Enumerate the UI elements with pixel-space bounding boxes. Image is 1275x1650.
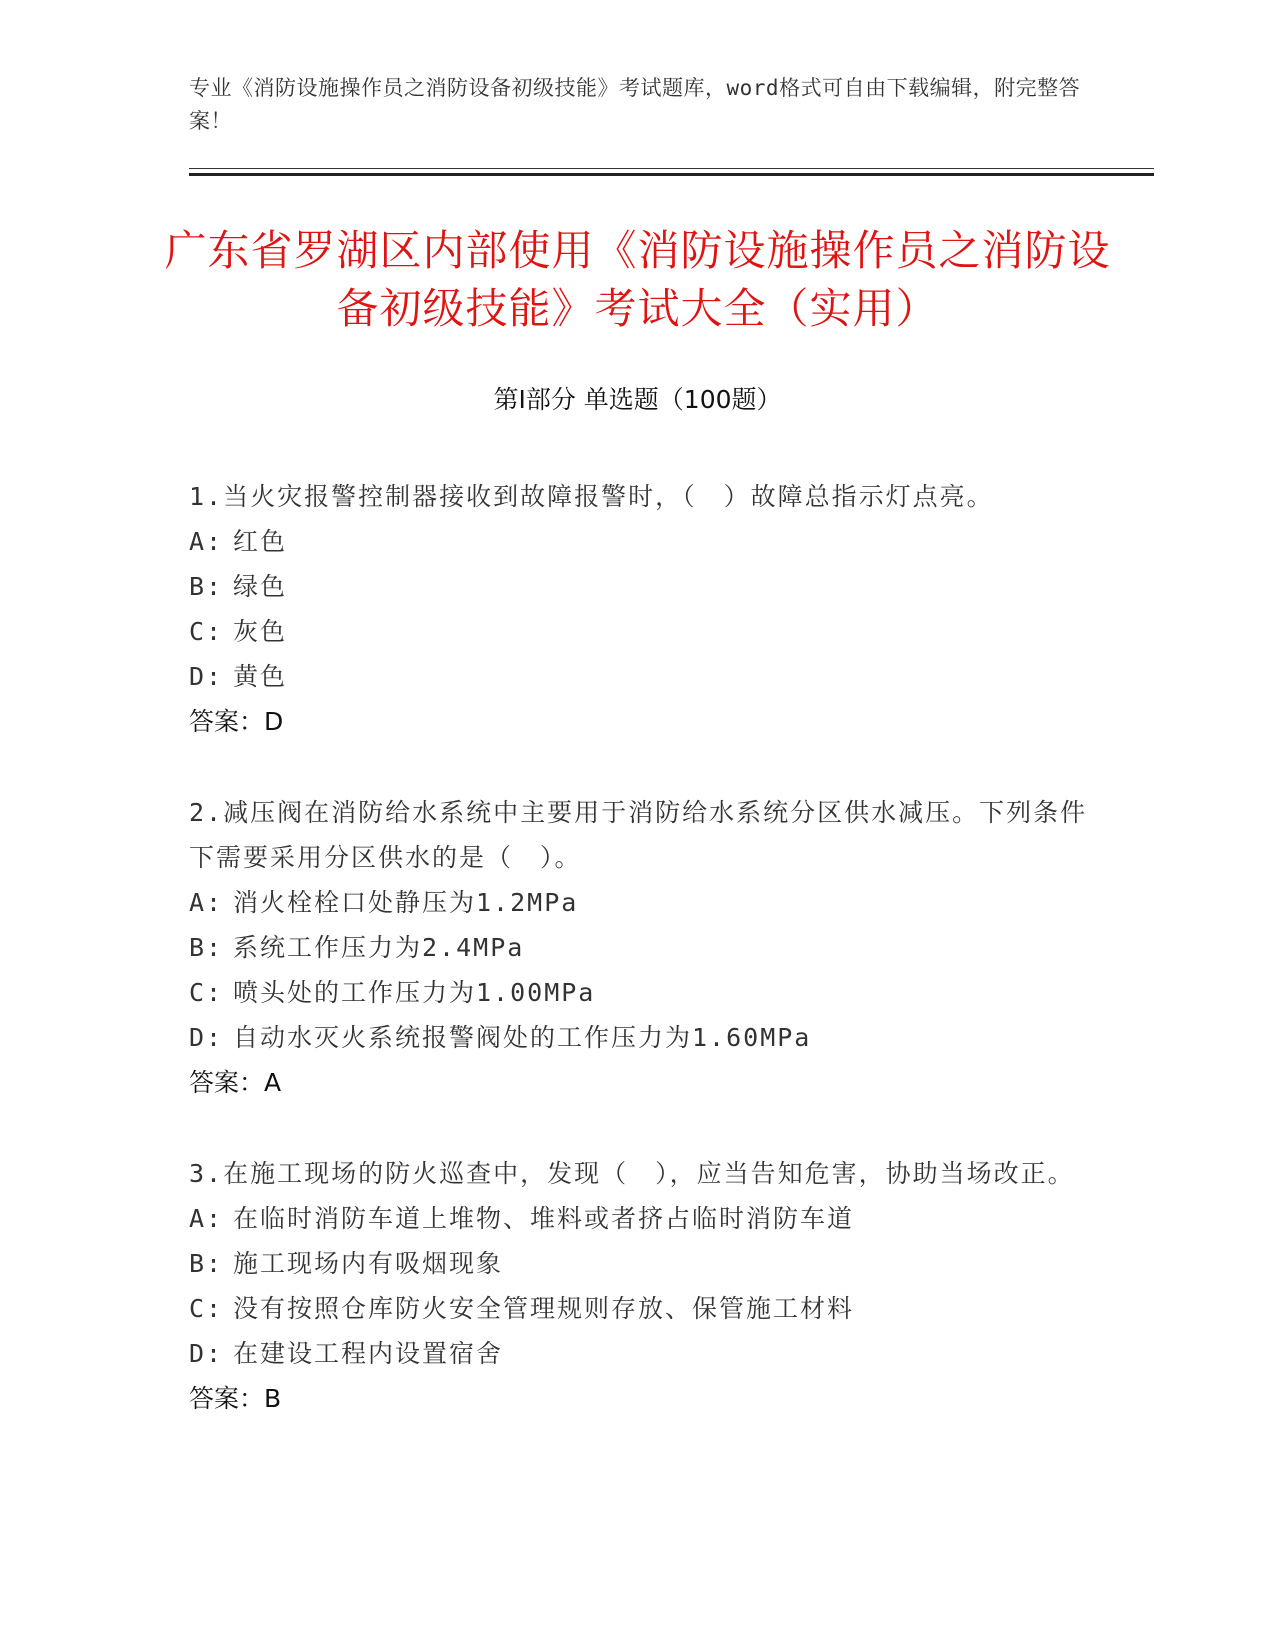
question-3	[189, 1151, 1089, 1421]
option-text: 系统工作压力为2.4MPa	[233, 933, 525, 962]
option-b	[189, 564, 1089, 609]
option-d	[189, 654, 1089, 699]
question-text: 2.减压阀在消防给水系统中主要用于消防给水系统分区供水减压。下列条件下需要采用分区供水的是（ ）。	[189, 798, 1088, 872]
option-d	[189, 1331, 1089, 1376]
option-b	[189, 1241, 1089, 1286]
question-2	[189, 790, 1089, 1105]
option-c	[189, 1286, 1089, 1331]
option-key: C:	[189, 1294, 224, 1323]
header-rule-thin	[189, 168, 1154, 169]
option-text: 在建设工程内设置宿舍	[233, 1339, 504, 1368]
option-key: D:	[189, 1339, 224, 1368]
option-text: 喷头处的工作压力为1.00MPa	[233, 978, 596, 1007]
option-a	[189, 880, 1089, 925]
option-key: D:	[189, 1023, 224, 1052]
option-key: A:	[189, 527, 224, 556]
question-text: 3.在施工现场的防火巡查中，发现（ ），应当告知危害，协助当场改正。	[189, 1159, 1075, 1188]
option-text: 自动水灭火系统报警阀处的工作压力为1.60MPa	[233, 1023, 812, 1052]
option-key: D:	[189, 662, 224, 691]
option-a	[189, 1196, 1089, 1241]
answer: 答案：D	[189, 707, 284, 736]
option-key: C:	[189, 617, 224, 646]
option-key: B:	[189, 1249, 224, 1278]
option-key: C:	[189, 978, 224, 1007]
section-title: 第Ⅰ部分 单选题（100题）	[493, 385, 782, 414]
question-list	[189, 474, 1089, 1467]
option-d	[189, 1015, 1089, 1060]
option-c	[189, 970, 1089, 1015]
option-c	[189, 609, 1089, 654]
option-text: 绿色	[233, 572, 288, 601]
option-key: B:	[189, 933, 224, 962]
document-title: 广东省罗湖区内部使用《消防设施操作员之消防设备初级技能》考试大全（实用）	[164, 226, 1111, 333]
option-key: B:	[189, 572, 224, 601]
question-1	[189, 474, 1089, 744]
answer: 答案：A	[189, 1068, 282, 1097]
question-text: 1.当火灾报警控制器接收到故障报警时，（ ）故障总指示灯点亮。	[189, 482, 994, 511]
answer: 答案：B	[189, 1384, 282, 1413]
option-key: A:	[189, 888, 224, 917]
option-text: 在临时消防车道上堆物、堆料或者挤占临时消防车道	[233, 1204, 855, 1233]
option-text: 没有按照仓库防火安全管理规则存放、保管施工材料	[233, 1294, 855, 1323]
option-text: 施工现场内有吸烟现象	[233, 1249, 504, 1278]
option-text: 消火栓栓口处静压为1.2MPa	[233, 888, 579, 917]
option-key: A:	[189, 1204, 224, 1233]
option-text: 灰色	[233, 617, 288, 646]
header-note: 专业《消防设施操作员之消防设备初级技能》考试题库，word格式可自由下载编辑，附完整答案！	[189, 76, 1081, 133]
option-text: 黄色	[233, 662, 288, 691]
option-a	[189, 519, 1089, 564]
option-b	[189, 925, 1089, 970]
header-rule-thick	[189, 173, 1154, 176]
option-text: 红色	[233, 527, 288, 556]
